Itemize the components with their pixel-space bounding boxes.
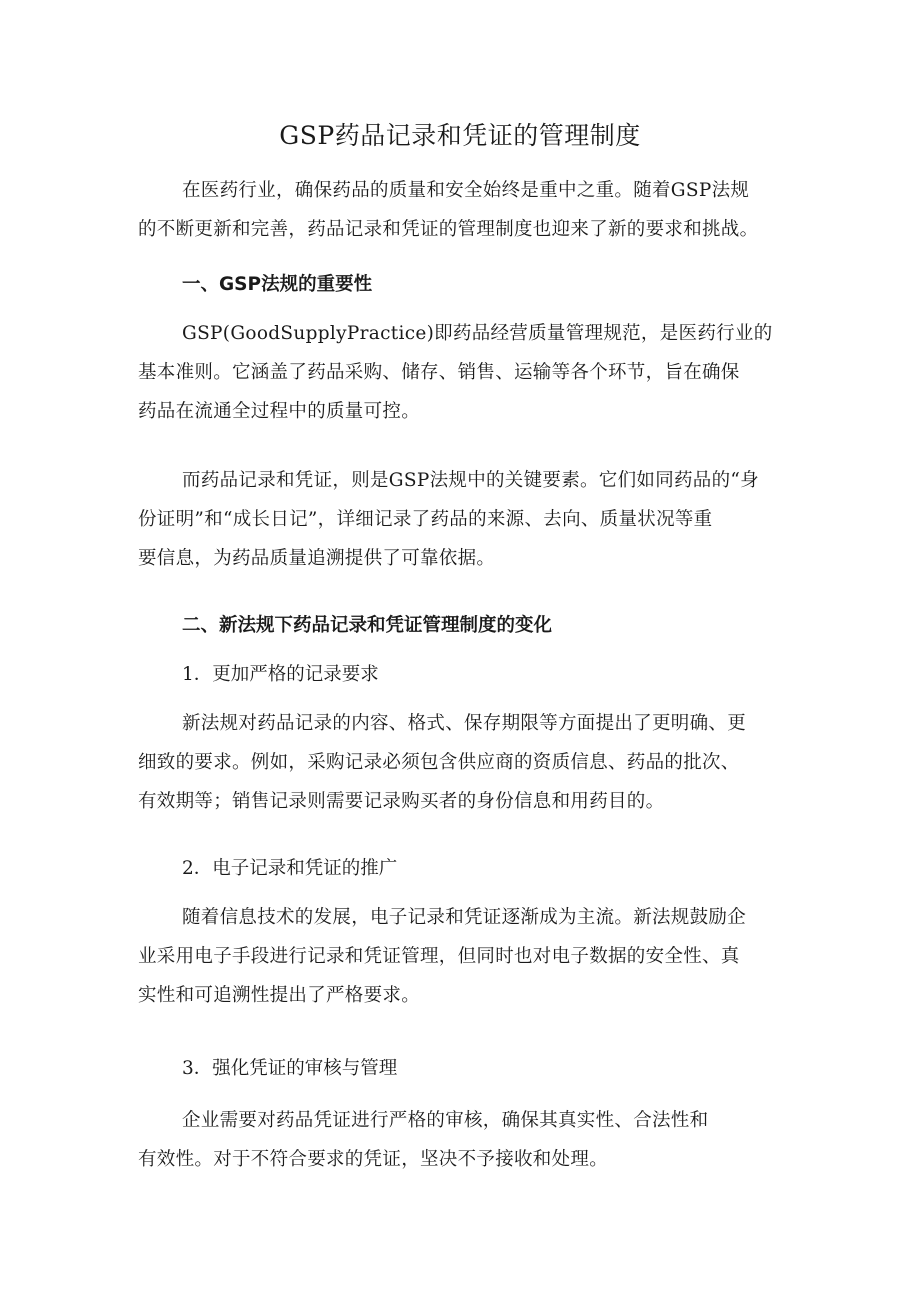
subsection-2-label: 2．电子记录和凭证的推广 [182,858,398,879]
paragraph-line: 要信息，为药品质量追溯提供了可靠依据。 [138,548,496,569]
paragraph-line: 药品在流通全过程中的质量可控。 [138,401,421,422]
subsection-1-paragraph [138,704,798,821]
paragraph-line: 而药品记录和凭证，则是GSP法规中的关键要素。它们如同药品的“身 [182,470,759,491]
subsection-2-paragraph [138,898,798,1015]
section-1-paragraph-2 [138,461,798,578]
paragraph-line: 有效性。对于不符合要求的凭证，坚决不予接收和处理。 [138,1149,609,1170]
subsection-3-label: 3．强化凭证的审核与管理 [182,1058,398,1079]
intro-paragraph [138,171,798,249]
paragraph-line: 实性和可追溯性提出了严格要求。 [138,985,421,1006]
section-2-heading: 二、新法规下药品记录和凭证管理制度的变化 [182,615,553,636]
paragraph-line: 基本准则。它涵盖了药品采购、储存、销售、运输等各个环节，旨在确保 [138,362,740,383]
subsection-1-label: 1．更加严格的记录要求 [182,664,379,685]
paragraph-line: 新法规对药品记录的内容、格式、保存期限等方面提出了更明确、更 [182,713,747,734]
paragraph-line: 份证明”和“成长日记”，详细记录了药品的来源、去向、质量状况等重 [138,509,713,530]
paragraph-line: 随着信息技术的发展，电子记录和凭证逐渐成为主流。新法规鼓励企 [182,907,747,928]
section-1-paragraph-1 [138,314,798,431]
document-title: GSP药品记录和凭证的管理制度 [279,121,641,150]
paragraph-line: GSP(GoodSupplyPractice)即药品经营质量管理规范，是医药行业的 [182,323,773,344]
subsection-3-paragraph [138,1101,798,1179]
paragraph-line: 有效期等；销售记录则需要记录购买者的身份信息和用药目的。 [138,791,665,812]
paragraph-line: 企业需要对药品凭证进行严格的审核，确保其真实性、合法性和 [182,1110,709,1131]
paragraph-line: 业采用电子手段进行记录和凭证管理，但同时也对电子数据的安全性、真 [138,946,740,967]
section-1-heading: 一、GSP法规的重要性 [182,274,373,295]
paragraph-line: 的不断更新和完善，药品记录和凭证的管理制度也迎来了新的要求和挑战。 [138,219,759,240]
paragraph-line: 在医药行业，确保药品的质量和安全始终是重中之重。随着GSP法规 [182,180,750,201]
paragraph-line: 细致的要求。例如，采购记录必须包含供应商的资质信息、药品的批次、 [138,752,740,773]
